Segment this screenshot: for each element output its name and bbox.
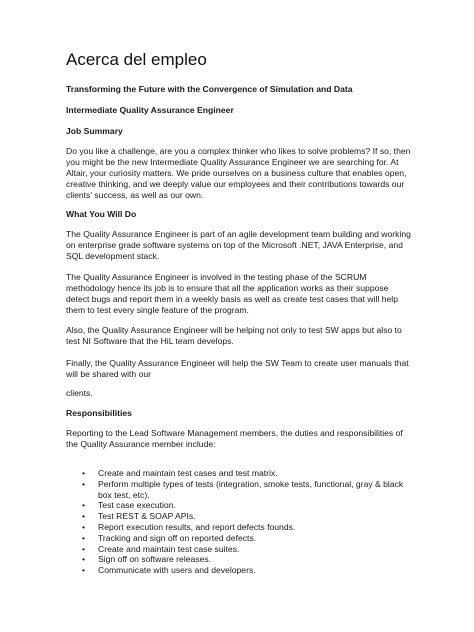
list-item	[66, 500, 412, 511]
what-you-will-do-heading: What You Will Do	[66, 209, 137, 219]
bullet-icon: •	[82, 554, 86, 565]
bullet-icon: •	[82, 500, 86, 511]
list-item	[66, 479, 412, 501]
list-item-text: Test REST & SOAP APIs.	[98, 511, 196, 522]
position-title: Intermediate Quality Assurance Engineer	[66, 105, 234, 115]
bullet-icon: •	[82, 521, 86, 532]
bullet-icon: •	[82, 511, 86, 522]
bullet-icon: •	[82, 478, 86, 489]
paragraph-hil: Also, the Quality Assurance Engineer will be helping not only to test SW apps but also to test NI Software that the HiL team develops.	[66, 325, 402, 346]
list-item-text: Report execution results, and report defects founds.	[98, 521, 296, 532]
list-item	[66, 544, 412, 555]
list-item	[66, 511, 412, 522]
bullet-icon: •	[82, 468, 86, 478]
paragraph-manuals: Finally, the Quality Assurance Engineer will help the SW Team to create user manuals that will be shared with our	[66, 358, 409, 379]
paragraph-scrum: The Quality Assurance Engineer is involved in the testing phase of the SCRUM methodology hence its job is to ensure that all the application works as their suppose detect bugs and report them in a weekly basis as well as create test cases that will help them to test every single feature of the program.	[66, 272, 398, 315]
job-summary-text: Do you like a challenge, are you a complex thinker who likes to solve problems? If so, then you might be the new Intermediate Quality Assurance Engineer we are searching for. At Altair, your curiosity matters. We pride ourselves on a business culture that enables open, creative thinking, and we deeply value our employees and their contributions towards our clients' success, as well as our own.	[66, 146, 411, 200]
list-item	[66, 533, 412, 544]
bullet-icon: •	[82, 565, 86, 576]
list-item	[66, 565, 412, 576]
list-item-text: Tracking and sign off on reported defects.	[98, 532, 257, 543]
bullet-icon: •	[82, 532, 86, 543]
job-subtitle: Transforming the Future with the Convergence of Simulation and Data	[66, 84, 353, 94]
list-item-text: Sign off on software releases.	[98, 554, 212, 565]
list-item-text: Create and maintain test cases and test matrix.	[98, 468, 278, 478]
list-item-text: Create and maintain test case suites.	[98, 543, 240, 554]
list-item-text: Test case execution.	[98, 500, 176, 511]
page-title: Acerca del empleo	[66, 50, 207, 69]
responsibilities-intro: Reporting to the Lead Software Management members, the duties and responsibilities of the Quality Assurance member include:	[66, 428, 403, 449]
list-item	[66, 468, 412, 479]
responsibilities-heading: Responsibilities	[66, 408, 132, 418]
list-item	[66, 554, 412, 565]
job-summary-heading: Job Summary	[66, 126, 123, 136]
list-item	[66, 522, 412, 533]
list-item-text: Perform multiple types of tests (integration, smoke tests, functional, gray & black box test, etc).	[98, 478, 404, 500]
responsibilities-list	[66, 468, 412, 576]
list-item-text: Communicate with users and developers.	[98, 565, 256, 576]
bullet-icon: •	[82, 543, 86, 554]
paragraph-clients: clients.	[66, 388, 93, 398]
paragraph-stack: The Quality Assurance Engineer is part of an agile development team building and working on enterprise grade software systems on top of the Microsoft .NET, JAVA Enterprise, and SQL development stack.	[66, 229, 411, 261]
